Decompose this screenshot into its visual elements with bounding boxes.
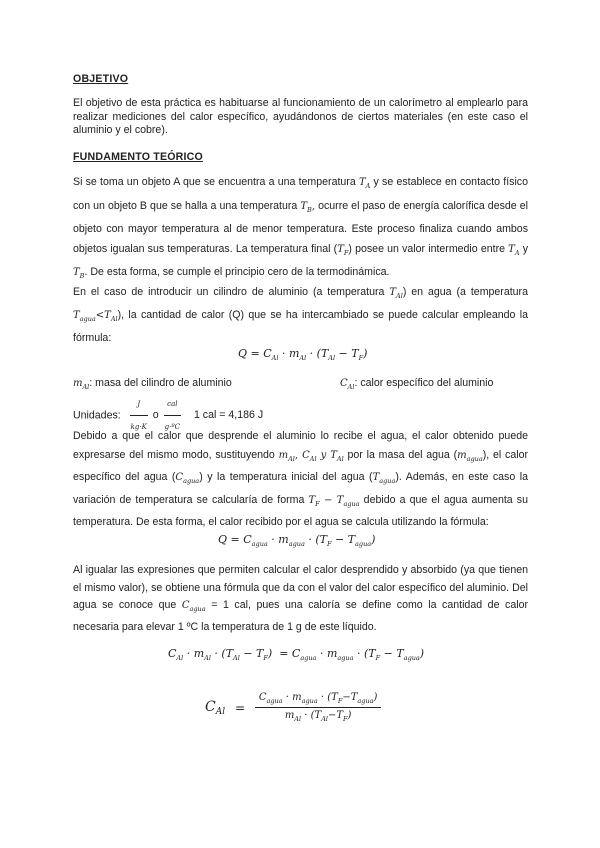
fundamento-paragraph-1: Si se toma un objeto A que se encuentra a una temperatura $T_A$ y se establece en contacto físico con un objeto B que se halla a una temperatura $T_B$, ocurre el paso de energía calorífica desde el objeto con mayor temperatura al de menor temperatura. Este proceso finaliza cuando ambos objetos igualan sus temperaturas. La temperatura final $(T_F)$ posee un valor intermedio entre $T_A$ y $T_B$. De esta forma, se cumple el principio cero de la termodinámica. (73, 176, 529, 280)
equation-heat-aluminium: $Q = C_{Al} \cdot m_{Al} \cdot (T_{Al} - T_F)$ (238, 347, 368, 362)
legend-mass: $m_{Al}$: masa del cilindro de aluminio (73, 377, 232, 391)
symbol-TF: $T_F$ (337, 243, 349, 257)
legend-specific-heat: $C_{Al}$: calor específico del aluminio (340, 377, 494, 391)
units-line: Unidades: $\frac{J}{kg\cdot K}$ o $\frac{\text{cal}}{\text{g·ºC}}$ 1 cal = 4,186 J (73, 393, 263, 415)
section-title-objetivo: OBJETIVO (73, 73, 129, 85)
equation-heat-equality: $C_{Al} \cdot m_{Al} \cdot (T_{Al} - T_F) = C_{agua} \cdot m_{agua} \cdot (T_F - T_{agua})$ (168, 647, 425, 662)
fundamento-paragraph-4: Al igualar las expresiones que permiten calcular el calor desprendido y absorbido (ya que tienen el mismo valor), se obtiene una fórmula que da con el valor del calor específico del aluminio. Del agua se conoce que $C_{agua} = 1$ cal, pues una caloría se define como la cantidad de calor necesaria para elevar 1 ºC la temperatura de 1 g de este líquido. (73, 564, 528, 633)
equation-specific-heat-aluminium: $C_{Al}$ = $\frac{C_{agua} \cdot m_{agua} \cdot (T_F-T_{agua})}{m_{Al} \cdot (T_{Al}-T_F)}$ (205, 692, 381, 723)
section-title-fundamento: FUNDAMENTO TEÓRICO (73, 151, 203, 163)
fundamento-paragraph-2: En el caso de introducir un cilindro de aluminio (a temperatura $T_{Al}$) en agua (a temperatura $T_{agua}<T_{Al}$), la cantidad de calor (Q) que se ha intercambiado se puede calcular empleando la fórmula: (73, 286, 528, 344)
symbol-TA: $T_A$ (358, 177, 371, 190)
objetivo-paragraph: El objetivo de esta práctica es habituarse al funcionamiento de un calorímetro al emplearlo para realizar mediciones del calor específico, ayudándonos de ciertos materiales (en este caso el aluminio y el cobre). (73, 97, 528, 136)
fundamento-paragraph-3: Debido a que el calor que desprende el aluminio lo recibe el agua, el calor obtenido puede expresarse del mismo modo, sustituyendo $m_{Al}$, $C_{Al}$ y $T_{Al}$ por la masa del agua $(m_{agua})$, el calor específico del agua $(C_{agua})$ y la temperatura inicial del agua $(T_{agua})$. Además, en este caso la variación de temperatura se calcularía de forma $T_F - T_{agua}$ debido a que el agua aumenta su temperatura. De esta forma, el calor recibido por el agua se calcula utilizando la fórmula: (73, 430, 529, 529)
symbol-TB: $T_B$, (300, 200, 316, 214)
equation-heat-water: $Q = C_{agua} \cdot m_{agua} \cdot (T_F - T_{agua})$ (218, 533, 376, 548)
